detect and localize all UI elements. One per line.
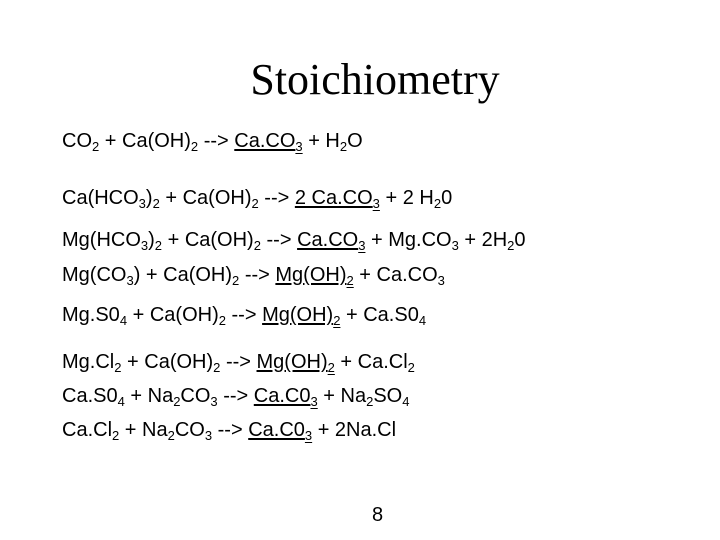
subscript: 2	[253, 238, 261, 253]
formula-text: + Na	[119, 419, 168, 441]
subscript: 2	[232, 273, 240, 288]
subscript: 3	[140, 238, 149, 253]
formula-text: -->	[239, 264, 276, 286]
formula-text: O	[347, 130, 363, 152]
subscript: 2	[327, 360, 335, 375]
subscript: 3	[138, 196, 146, 211]
formula-text: Ca.S0	[62, 385, 118, 407]
subscript: 4	[402, 394, 410, 409]
formula-text: CO	[174, 419, 205, 441]
equation-magnesium-carbonate	[62, 263, 445, 287]
formula-text: -->	[217, 385, 254, 407]
formula-text: + Na	[317, 385, 367, 407]
formula-text: Ca.C0	[248, 419, 305, 441]
subscript: 2	[114, 360, 122, 375]
subscript: 2	[190, 139, 199, 154]
equation-magnesium-chloride	[62, 350, 415, 374]
formula-text: 2 Ca.CO	[294, 187, 373, 209]
subscript: 2	[366, 394, 374, 409]
formula-text: Mg(OH)	[256, 351, 328, 373]
subscript: 2	[407, 360, 415, 375]
equation-calcium-bicarbonate	[62, 186, 452, 210]
equation-calcium-sulfate-soda	[62, 384, 409, 408]
formula-text: Mg(OH)	[262, 304, 334, 326]
formula-text: + Ca.Cl	[334, 351, 408, 373]
formula-text: 0	[441, 187, 453, 209]
formula-text: + Mg.CO	[365, 229, 452, 251]
subscript: 2	[251, 196, 259, 211]
formula-text: + Ca(OH)	[121, 351, 214, 373]
subscript: 3	[358, 238, 366, 253]
formula-text: + Ca(OH)	[127, 304, 219, 326]
formula-text: ) + Ca(OH)	[133, 264, 233, 286]
formula-text: + 2 H	[379, 187, 434, 209]
equation-magnesium-bicarbonate	[62, 228, 526, 252]
formula-text: + H	[302, 130, 340, 152]
subscript: 3	[304, 428, 313, 443]
formula-text: Mg.Cl	[62, 351, 115, 373]
formula-text: -->	[220, 351, 257, 373]
subscript: 2	[507, 238, 515, 253]
formula-text: Ca.CO	[234, 130, 296, 152]
formula-text: Mg(OH)	[275, 264, 347, 286]
formula-text: )	[145, 187, 153, 209]
formula-text: -->	[212, 419, 249, 441]
formula-text: Mg(HCO	[62, 229, 141, 251]
formula-text: + 2H	[458, 229, 508, 251]
formula-text: Mg(CO	[62, 264, 127, 286]
subscript: 2	[154, 238, 163, 253]
page-number: 8	[372, 504, 384, 526]
subscript: 2	[339, 139, 348, 154]
formula-text: -->	[225, 304, 263, 326]
subscript: 3	[295, 139, 303, 154]
subscript: 2	[92, 139, 100, 154]
subscript: 3	[126, 273, 134, 288]
subscript: 4	[117, 394, 125, 409]
formula-text: 0	[514, 229, 526, 251]
formula-text: Mg.S0	[62, 304, 120, 326]
subscript: 3	[204, 428, 213, 443]
formula-text: -->	[258, 187, 295, 209]
equation-magnesium-sulfate	[62, 303, 426, 327]
formula-text: )	[148, 229, 155, 251]
formula-text: + 2Na.Cl	[312, 419, 397, 441]
subscript: 3	[210, 394, 218, 409]
subscript: 2	[112, 428, 120, 443]
subscript: 2	[173, 394, 181, 409]
formula-text: Ca.CO	[297, 229, 359, 251]
formula-text: Ca.C0	[253, 385, 311, 407]
formula-text: + Ca(OH)	[99, 130, 191, 152]
formula-text: Ca.Cl	[62, 419, 113, 441]
formula-text: SO	[373, 385, 403, 407]
equation-co2-lime	[62, 129, 363, 153]
formula-text: + Ca(OH)	[159, 187, 252, 209]
formula-text: CO	[180, 385, 211, 407]
subscript: 2	[433, 196, 442, 211]
subscript: 3	[437, 273, 445, 288]
subscript: 2	[218, 313, 226, 328]
subscript: 3	[451, 238, 459, 253]
subscript: 2	[167, 428, 175, 443]
formula-text: Ca(HCO	[62, 187, 139, 209]
formula-text: + Ca(OH)	[162, 229, 254, 251]
subscript: 4	[119, 313, 128, 328]
formula-text: -->	[198, 130, 235, 152]
subscript: 2	[152, 196, 160, 211]
subscript: 2	[346, 273, 354, 288]
subscript: 3	[310, 394, 318, 409]
subscript: 4	[418, 313, 427, 328]
subscript: 3	[372, 196, 380, 211]
subscript: 2	[213, 360, 221, 375]
formula-text: + Ca.CO	[353, 264, 438, 286]
slide-title: Stoichiometry	[250, 55, 500, 104]
formula-text: CO	[62, 130, 92, 152]
formula-text: + Ca.S0	[340, 304, 419, 326]
equation-calcium-chloride-soda	[62, 418, 396, 442]
formula-text: -->	[260, 229, 298, 251]
subscript: 2	[333, 313, 341, 328]
formula-text: + Na	[124, 385, 174, 407]
